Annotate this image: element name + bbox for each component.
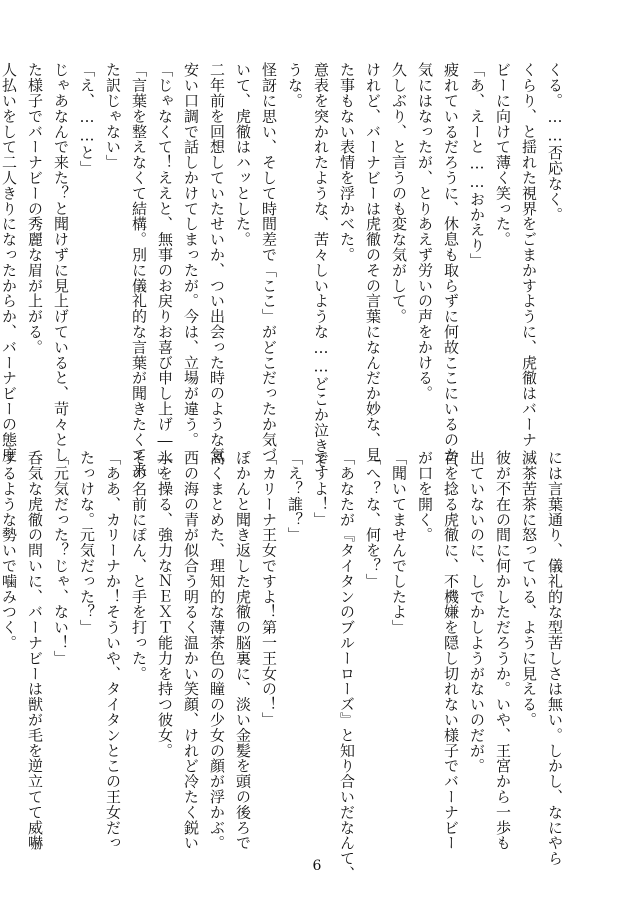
text-line: 久しぶり、と言うのも変な気がして。 <box>390 62 408 324</box>
text-line: た訳じゃない」 <box>104 62 122 170</box>
text-line: 呑気な虎徹の問いに、バーナビーは獣が毛を逆立てて威嚇 <box>26 450 44 851</box>
text-line: 二年前を回想していたせいか、つい出会った時のような気 <box>208 62 226 463</box>
text-line: 「言葉を整えなくて結構。別に儀礼的な言葉が聞きたくて来 <box>130 62 148 478</box>
text-line: 気にはなったが、とりあえず労いの声をかける。 <box>416 62 434 401</box>
text-line: 疲れているだろうに、休息も取らずに何故ここにいるのか、 <box>442 62 460 478</box>
text-line: ですよ！」 <box>312 450 330 527</box>
text-line: たっけな。元気だった？」 <box>78 450 96 635</box>
text-line: その名前にぽん、と手を打った。 <box>130 450 148 681</box>
text-line: 「聞いてませんでしたよ」 <box>390 450 408 635</box>
text-line: 「ああ、カリーナか！そういや、タイタンとこの王女だっ <box>104 450 122 851</box>
text-line: ぽかんと聞き返した虎徹の脳裏に、淡い金髪を頭の後ろで <box>234 450 252 851</box>
text-line: 彼が不在の間に何かしただろうか。いや、王宮から一歩も <box>494 450 512 851</box>
text-column-top <box>0 62 568 484</box>
text-line: 高くまとめた、理知的な薄茶色の瞳の少女の顔が浮かぶ。 <box>208 450 226 851</box>
text-line: 「え？誰？」 <box>286 450 304 543</box>
text-line: 「え、……と」 <box>78 62 96 176</box>
text-line: た事もない表情を浮かべた。 <box>338 62 356 263</box>
text-line: 氷を操る、強力なＮＥＸＴ能力を持つ彼女。 <box>156 450 174 758</box>
text-line: くる。……否応なく。 <box>546 62 564 222</box>
text-line: 「あなたが『タイタンのブルーローズ』と知り合いだなんて、 <box>338 450 356 882</box>
text-line: には言葉通り、儀礼的な型苦しさは無い。しかし、なにやら <box>546 450 564 866</box>
text-line: 安い口調で話しかけてしまったが。今は、立場が違う。 <box>182 62 200 447</box>
text-line: が口を開く。 <box>416 450 434 543</box>
text-line: ビーに向けて薄く笑った。 <box>494 62 512 247</box>
text-line: 意表を突かれたような、苦々しいような……どこか泣きそ <box>312 62 330 469</box>
text-line: 滅茶苦茶に怒っている、ように見える。 <box>520 450 538 728</box>
text-column-bottom <box>0 450 568 882</box>
page-number: 6 <box>312 858 322 874</box>
text-line: くらり、と揺れた視界をごまかすように、虎徹はバーナ <box>520 62 538 447</box>
text-line: いて、虎徹はハッとした。 <box>234 62 252 247</box>
text-line: けれど、バーナビーは虎徹のその言葉になんだか妙な、見 <box>364 62 382 463</box>
text-line: するような勢いで噛みつく。 <box>0 450 18 651</box>
text-line: 「カリーナ王女ですよ！第一王女の！」 <box>260 450 278 728</box>
text-line: 「へ？な、何を？」 <box>364 450 382 589</box>
text-line: 出ていないのに、しでかしようがないのだが。 <box>468 450 486 774</box>
text-line: 西の海の青が似合う明るく温かい笑顔、けれど冷たく鋭い <box>182 450 200 851</box>
text-line: た様子でバーナビーの秀麗な眉が上がる。 <box>26 62 44 355</box>
text-line: 首を捻る虎徹に、不機嫌を隠し切れない様子でバーナビー <box>442 450 460 851</box>
text-line: うな。 <box>286 62 304 109</box>
text-line: 怪訝に思い、そして時間差で「ここ」がどこだったか気づ <box>260 62 278 463</box>
text-line: 「あ、えーと……おかえり」 <box>468 62 486 269</box>
text-line: じゃあなんで来た？と聞けずに見上げていると、苛々とし <box>52 62 70 463</box>
text-line: 「元気だった？じゃ、ない！」 <box>52 450 70 666</box>
text-line: 「じゃなくて！ええと、無事のお戻りお喜び申し上げ――」 <box>156 62 174 484</box>
text-line: 人払いをして二人きりになったからか、バーナビーの態度 <box>0 62 18 463</box>
